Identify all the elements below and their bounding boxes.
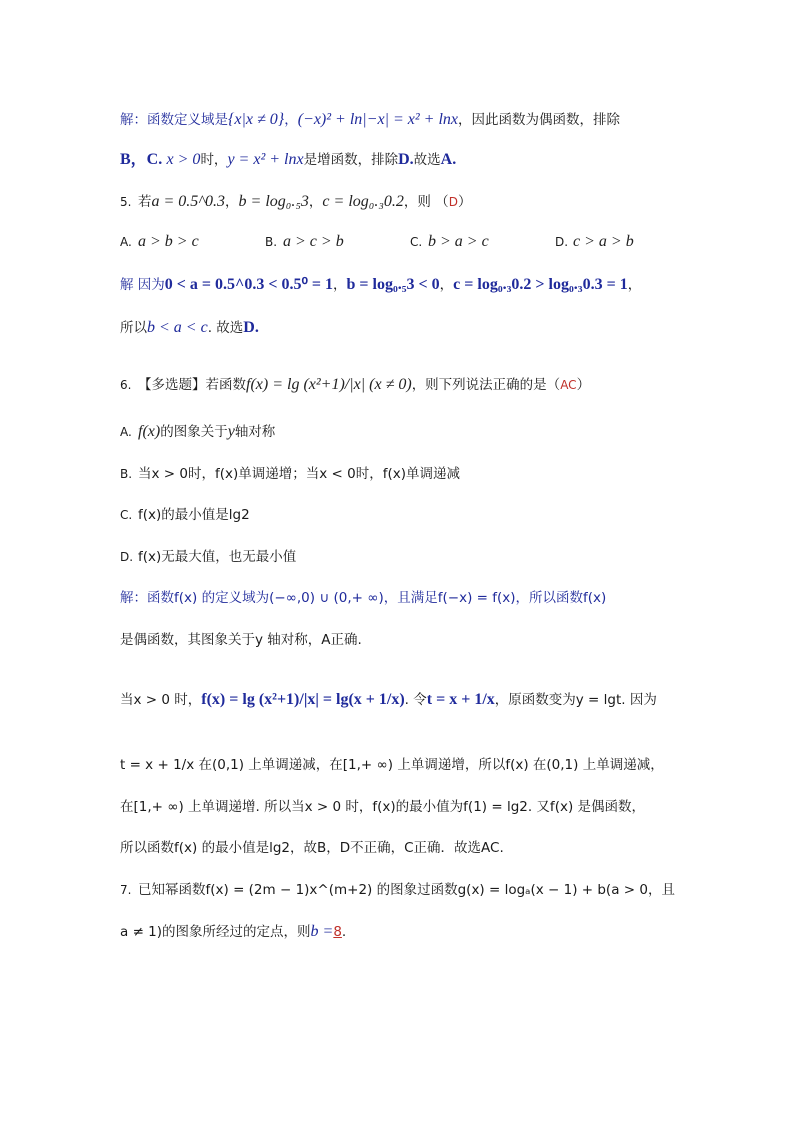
solution-label: 解 因为 — [120, 277, 165, 293]
text: ，因此函数为偶函数，排除 — [458, 112, 621, 128]
q5-solution-line1: 解 因为0 < a = 0.5^0.3 < 0.5⁰ = 1，b = log₀.₅3 < 0，c = log₀.₃0.2 > log₀.₃0.3 = 1， — [120, 276, 642, 293]
option-text: 当x > 0时，f(x)单调递增；当x < 0时，f(x)单调递减 — [138, 466, 460, 482]
math-expr: c = log₀.₃0.2 — [322, 193, 404, 210]
text: ） — [576, 377, 591, 393]
text: 轴对称 — [234, 424, 276, 440]
math-expr: b = log₀.₅3 — [238, 193, 309, 210]
q6-solution-line1 — [120, 588, 606, 608]
math-expr: f(x) = lg (x²+1)/|x| = lg(x + 1/x) — [201, 691, 405, 708]
option-b — [265, 232, 410, 252]
q6-solution-line4 — [120, 755, 664, 775]
question-number: 6. — [120, 378, 132, 392]
option-text: a > c > b — [283, 233, 344, 250]
text: 所以 — [120, 320, 147, 336]
q5-solution-line2 — [120, 318, 259, 338]
solution-text: 在[1,+ ∞) 上单调递增. 所以当x > 0 时，f(x)的最小值为f(1) = lg2. 又f(x) 是偶函数， — [120, 799, 646, 815]
text: 时， — [200, 152, 228, 168]
option-d — [555, 232, 700, 252]
math-expr: b < a < c — [147, 319, 208, 336]
math-expr: y — [227, 423, 235, 440]
option-label: C. — [120, 508, 133, 522]
question-text: 已知幂函数f(x) = (2m − 1)x^(m+2) 的图象过函数g(x) = logₐ(x − 1) + b(a > 0，且 — [138, 882, 675, 898]
math-expr: a = 0.5^0.3 — [151, 193, 226, 210]
q6-stem — [120, 375, 590, 395]
option-a — [120, 232, 265, 252]
solution-label: 解：函数定义域是 — [120, 112, 228, 128]
option-ref: D. — [398, 151, 414, 168]
text: 故选 — [413, 152, 441, 168]
text: a ≠ 1)的图象所经过的定点，则 — [120, 924, 311, 940]
text: 的图象关于 — [160, 424, 228, 440]
option-label: C. — [410, 235, 423, 249]
question-number: 7. — [120, 883, 132, 897]
math-expr: b = log₀.₅3 < 0 — [346, 276, 440, 293]
option-label: B. — [265, 235, 278, 249]
math-expr: x > 0 — [166, 151, 201, 168]
option-text: f(x)的最小值是lg2 — [138, 507, 250, 523]
q4-solution-line2 — [120, 150, 456, 170]
option-text: b > a > c — [428, 233, 489, 250]
solution-text: t = x + 1/x 在(0,1) 上单调递减，在[1,+ ∞) 上单调递增，所以f(x) 在(0,1) 上单调递减， — [120, 757, 664, 773]
option-text: a > b > c — [138, 233, 199, 250]
text: . 令 — [404, 692, 427, 708]
q6-solution-line5 — [120, 797, 645, 817]
math-expr: {x|x ≠ 0} — [228, 111, 285, 128]
option-label: D. — [120, 550, 134, 564]
q6-option-d — [120, 547, 296, 567]
solution-text: 是偶函数，其图象关于y 轴对称，A正确. — [120, 632, 362, 648]
math-expr: y = x² + lnx — [227, 151, 304, 168]
text: ，则 （ — [403, 194, 449, 210]
q7-line1 — [120, 880, 675, 900]
option-text: c > a > b — [573, 233, 634, 250]
math-expr: f(x) = lg (x²+1)/|x| (x ≠ 0) — [246, 376, 412, 393]
question-tag: 【多选题】若函数 — [138, 377, 246, 393]
math-expr: 0 < a = 0.5^0.3 < 0.5⁰ = 1 — [164, 276, 333, 293]
q5-options — [120, 232, 700, 252]
math-expr: f(x) — [138, 423, 161, 440]
q6-solution-line3 — [120, 690, 657, 710]
option-text: f(x)无最大值，也无最小值 — [138, 549, 297, 565]
option-label: D. — [555, 235, 569, 249]
text: 若 — [138, 194, 152, 210]
option-ref: D. — [243, 319, 259, 336]
q4-solution-line1 — [120, 110, 620, 130]
answer-blank: 8 — [333, 924, 342, 940]
option-c — [410, 232, 555, 252]
text: . — [341, 924, 347, 940]
answer: AC — [560, 378, 577, 392]
q6-option-a — [120, 422, 275, 442]
q5-stem: 5. 若a = 0.5^0.3，b = log₀.₅3，c = log₀.₃0.2，则 （D） — [120, 193, 472, 210]
math-expr: (−x)² + ln|−x| = x² + lnx — [297, 111, 459, 128]
text: ） — [457, 194, 472, 210]
question-number: 5. — [120, 195, 132, 209]
q6-solution-line2 — [120, 630, 362, 650]
math-expr: b = — [310, 923, 334, 940]
text: ，则下列说法正确的是（ — [411, 377, 561, 393]
text: ，原函数变为y = lgt. 因为 — [494, 692, 657, 708]
q6-solution-line6 — [120, 838, 504, 858]
option-ref: A. — [440, 151, 457, 168]
option-label: B. — [120, 467, 133, 481]
text: ， — [284, 112, 298, 128]
q7-line2 — [120, 922, 346, 942]
q6-option-c — [120, 505, 250, 525]
option-label: A. — [120, 235, 132, 249]
option-ref: B，C. — [120, 151, 163, 168]
text: 是增函数，排除 — [303, 152, 399, 168]
q6-option-b — [120, 464, 460, 484]
text: 当x > 0 时， — [120, 692, 202, 708]
option-label: A. — [120, 425, 132, 439]
text: . 故选 — [207, 320, 244, 336]
answer: D — [448, 195, 458, 209]
math-expr: t = x + 1/x — [426, 691, 495, 708]
math-expr: c = log₀.₃0.2 > log₀.₃0.3 = 1 — [453, 276, 628, 293]
solution-text: 解：函数f(x) 的定义域为(−∞,0) ∪ (0,+ ∞)，且满足f(−x) = f(x)，所以函数f(x) — [120, 590, 607, 606]
solution-text: 所以函数f(x) 的最小值是lg2，故B，D不正确，C正确．故选AC. — [120, 840, 504, 856]
